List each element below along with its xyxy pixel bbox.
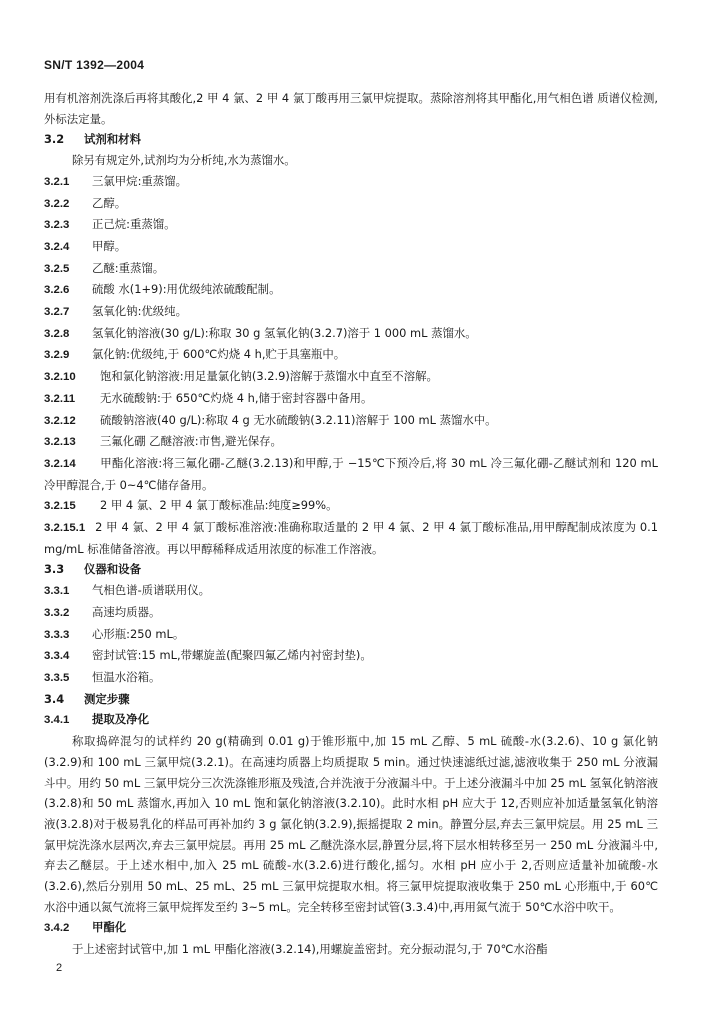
list-item <box>44 580 658 602</box>
section-3-3-heading <box>44 559 658 580</box>
item-number: 3.2.4 <box>44 240 70 253</box>
list-item <box>44 495 658 517</box>
item-text: 乙醚:重蒸馏。 <box>92 260 165 275</box>
item-text: 无水硫酸钠:于 650℃灼烧 4 h,储于密封容器中备用。 <box>100 390 373 405</box>
item-number: 3.2.5 <box>44 262 70 275</box>
list-item <box>44 453 658 495</box>
section-number: 3.4.2 <box>44 922 70 935</box>
list-item <box>44 193 658 215</box>
item-text: 高速均质器。 <box>92 604 161 619</box>
section-title: 提取及净化 <box>92 712 149 727</box>
subsection-3-4-2-heading <box>44 917 658 939</box>
section-number: 3.2 <box>44 132 65 147</box>
item-text: 氢氧化钠溶液(30 g/L):称取 30 g 氢氧化钠(3.2.7)溶于 1 000 mL 蒸馏水。 <box>92 325 477 340</box>
section-number: 3.4 <box>44 691 65 706</box>
item-number: 3.3.5 <box>44 671 70 684</box>
item-number: 3.2.15 <box>44 500 76 513</box>
list-item <box>44 344 658 366</box>
item-text: 密封试管:15 mL,带螺旋盖(配聚四氟乙烯内衬密封垫)。 <box>92 648 372 663</box>
item-number: 3.2.1 <box>44 175 70 188</box>
item-text: 饱和氯化钠溶液:用足量氯化钠(3.2.9)溶解于蒸馏水中直至不溶解。 <box>100 369 438 384</box>
section-title: 甲酯化 <box>92 920 127 935</box>
equipment-list <box>44 580 658 689</box>
item-text: 正己烷:重蒸馏。 <box>92 217 176 232</box>
list-item <box>44 323 658 345</box>
item-number: 3.2.6 <box>44 284 70 297</box>
list-item <box>44 171 658 193</box>
item-text: 恒温水浴箱。 <box>92 669 161 684</box>
list-item <box>44 388 658 410</box>
item-text: 硫酸 水(1+9):用优级纯浓硫酸配制。 <box>92 282 281 297</box>
list-item <box>44 301 658 323</box>
item-number: 3.2.2 <box>44 197 70 210</box>
standard-code: SN/T 1392—2004 <box>44 58 145 72</box>
item-text: 乙醇。 <box>92 195 127 210</box>
item-number: 3.2.13 <box>44 436 76 449</box>
list-item <box>44 236 658 258</box>
item-number: 3.2.12 <box>44 414 76 427</box>
item-text: 2 甲 4 氯、2 甲 4 氯丁酸标准品:纯度≥99%。 <box>100 498 338 513</box>
document-body <box>44 88 658 960</box>
item-number: 3.2.14 <box>44 457 76 470</box>
item-text: 氯化钠:优级纯,于 600℃灼烧 4 h,贮于具塞瓶中。 <box>92 347 346 362</box>
list-item <box>44 517 658 559</box>
methylation-paragraph: 于上述密封试管中,加 1 mL 甲酯化溶液(3.2.14),用螺旋盖密封。充分振动混匀,于 70℃水浴酯 <box>72 942 548 957</box>
section-number: 3.3 <box>44 562 65 577</box>
item-number: 3.2.3 <box>44 219 70 232</box>
section-title: 测定步骤 <box>84 691 130 706</box>
item-number: 3.2.8 <box>44 327 70 340</box>
list-item <box>44 258 658 280</box>
extraction-paragraph: 称取捣碎混匀的试样约 20 g(精确到 0.01 g)于锥形瓶中,加 15 mL 乙醇、5 mL 硫酸-水(3.2.6)、10 g 氯化钠(3.2.9)和 100 mL 三氯甲烷(3.2.1)。在高速均质器上均质提取 5 min。通过快速滤纸过滤,滤液收集于 250 mL 分液漏斗中。用约 50 mL 三氯甲烷分三次洗涤锥形瓶及残渣,合并洗液于分液漏斗中。于上述分液漏斗中加 25 mL 氢氧化钠溶液(3.2.8)和 50 mL 蒸馏水,再加入 10 mL 饱和氯化钠溶液(3.2.10)。此时水相 pH 应大于 12,否则应补加适量氢氧化钠溶液(3.2.8)对于极易乳化的样品可再补加约 3 g 氯化钠(3.2.9),振摇提取 2 min。静置分层,弃去三氯甲烷层。用 25 mL 三氯甲烷洗涤水层两次,弃去三氯甲烷层。再用 25 mL 乙醚洗涤水层,静置分层,将下层水相转移至另一 250 mL 分液漏斗中,弃去乙醚层。于上述水相中,加入 25 mL 硫酸-水(3.2.6)进行酸化,摇匀。水相 pH 应小于 2,否则应适量补加硫酸-水(3.2.6),然后分别用 50 mL、25 mL、25 mL 三氯甲烷提取水相。将三氯甲烷提取液收集于 250 mL 心形瓶中,于 60℃水浴中通以氮气流将三氯甲烷挥发至约 3~5 mL。完全转移至密封试管(3.3.4)中,再用氮气流于 50℃水浴中吹干。 <box>44 734 658 914</box>
subsection-3-4-1-heading <box>44 709 658 731</box>
item-number: 3.3.1 <box>44 585 70 598</box>
item-text: 氢氧化钠:优级纯。 <box>92 304 187 319</box>
section-number: 3.4.1 <box>44 714 70 727</box>
item-text: 三氯甲烷:重蒸馏。 <box>92 173 187 188</box>
list-item <box>44 410 658 432</box>
item-text: 甲酯化溶液:将三氟化硼-乙醚(3.2.13)和甲醇,于 −15℃下预冷后,将 30 mL 冷三氟化硼-乙醚试剂和 120 mL 冷甲醇混合,于 0~4℃储存备用。 <box>44 455 658 492</box>
item-number: 3.2.11 <box>44 392 76 405</box>
item-number: 3.2.15.1 <box>44 522 86 535</box>
item-text: 甲醇。 <box>92 238 127 253</box>
item-text: 硫酸钠溶液(40 g/L):称取 4 g 无水硫酸钠(3.2.11)溶解于 100 mL 蒸馏水中。 <box>100 412 497 427</box>
list-item <box>44 431 658 453</box>
list-item <box>44 214 658 236</box>
list-item <box>44 645 658 667</box>
list-item <box>44 667 658 689</box>
item-number: 3.2.7 <box>44 306 70 319</box>
list-item <box>44 624 658 646</box>
item-number: 3.2.9 <box>44 349 70 362</box>
section-3-4-heading <box>44 689 658 710</box>
item-number: 3.3.2 <box>44 606 70 619</box>
item-number: 3.3.3 <box>44 628 70 641</box>
section-title: 试剂和材料 <box>84 132 141 147</box>
intro-paragraph: 用有机溶剂洗涤后再将其酸化,2 甲 4 氯、2 甲 4 氯丁酸再用三氯甲烷提取。蒸除溶剂将其甲酯化,用气相色谱 质谱仪检测,外标法定量。 <box>44 91 658 126</box>
list-item <box>44 602 658 624</box>
section-3-2-heading <box>44 129 658 150</box>
section-title: 仪器和设备 <box>84 562 141 577</box>
item-text: 心形瓶:250 mL。 <box>92 626 185 641</box>
list-item <box>44 279 658 301</box>
item-text: 三氟化硼 乙醚溶液:市售,避光保存。 <box>100 434 282 449</box>
item-number: 3.3.4 <box>44 650 70 663</box>
section-3-2-note: 除另有规定外,试剂均为分析纯,水为蒸馏水。 <box>72 153 296 168</box>
list-item <box>44 366 658 388</box>
item-text: 2 甲 4 氯、2 甲 4 氯丁酸标准溶液:准确称取适量的 2 甲 4 氯、2 甲 4 氯丁酸标准品,用甲醇配制成浓度为 0.1 mg/mL 标准储备溶液。再以甲醇稀释成适用浓度的标准工作溶液。 <box>44 520 658 556</box>
page-number: 2 <box>56 962 63 974</box>
reagent-list <box>44 171 658 560</box>
item-number: 3.2.10 <box>44 371 76 384</box>
item-text: 气相色谱-质谱联用仪。 <box>92 583 211 598</box>
